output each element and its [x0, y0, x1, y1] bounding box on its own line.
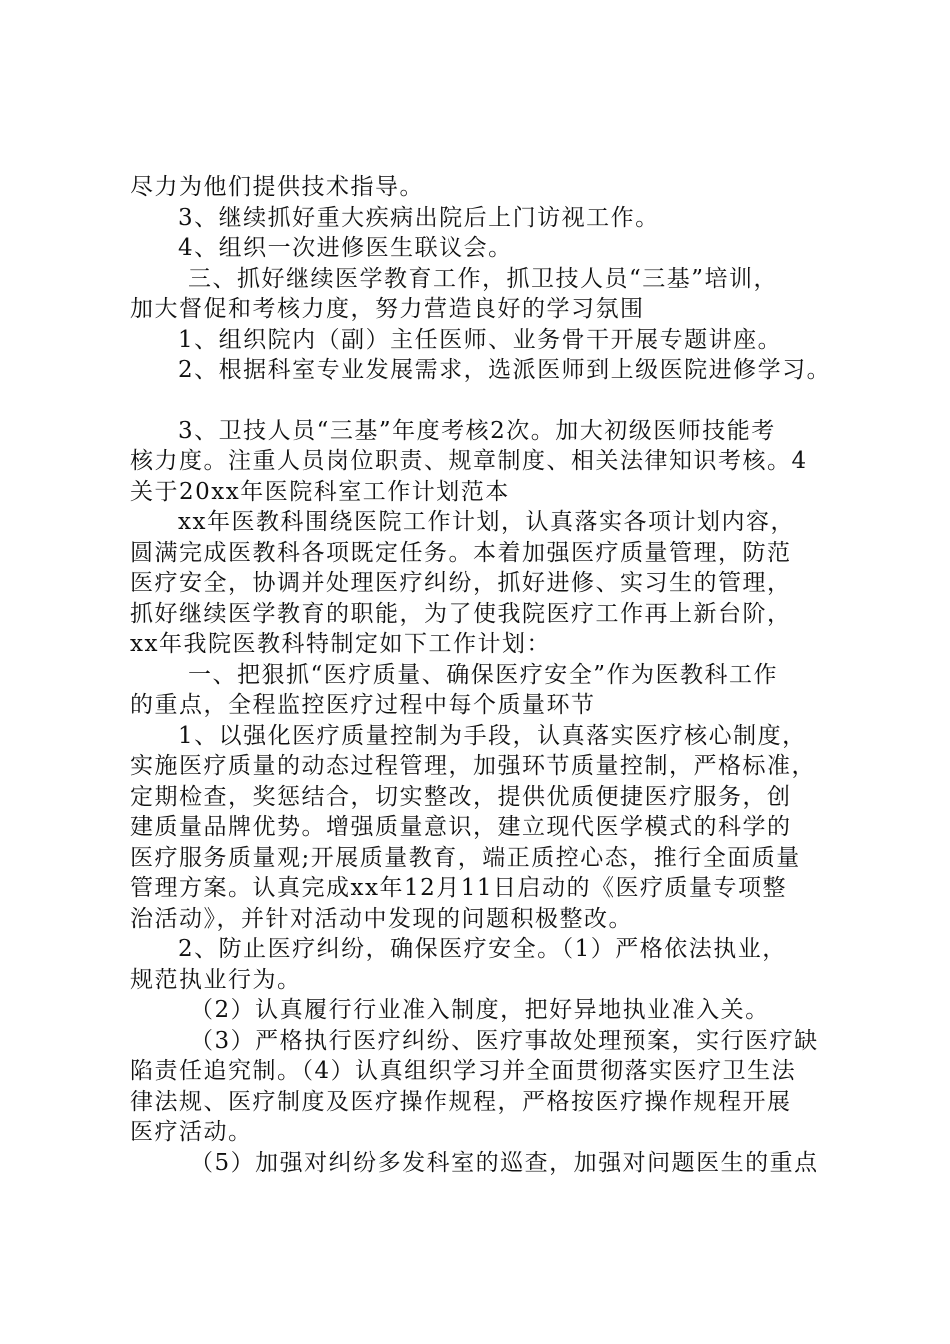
text-line: （3）严格执行医疗纠纷、医疗事故处理预案，实行医疗缺: [190, 1027, 819, 1054]
text-line: 医疗活动。: [130, 1119, 253, 1145]
section-heading-3: 三、抓好继续医学教育工作，抓卫技人员“三基”培训，: [188, 265, 779, 292]
text-line: xx年医教科围绕医院工作计划，认真落实各项计划内容，: [178, 509, 795, 535]
text-line: 建质量品牌优势。增强质量意识，建立现代医学模式的科学的: [130, 814, 792, 840]
text-line: 定期检查，奖惩结合，切实整改，提供优质便捷医疗服务，创: [130, 783, 792, 810]
text-line: 1、组织院内（副）主任医师、业务骨干开展专题讲座。: [178, 326, 783, 353]
text-line: 医疗服务质量观;开展质量教育，端正质控心态，推行全面质量: [130, 844, 801, 871]
text-line: 医疗安全，协调并处理医疗纠纷，抓好进修、实习生的管理，: [130, 570, 792, 596]
text-line: 实施医疗质量的动态过程管理，加强环节质量控制，严格标准，: [130, 753, 816, 779]
section-heading-1: 一、把狠抓“医疗质量、确保医疗安全”作为医教科工作: [188, 661, 779, 688]
text-line: （5）加强对纠纷多发科室的巡查，加强对问题医生的重点: [190, 1149, 819, 1176]
text-line: 抓好继续医学教育的职能，为了使我院医疗工作再上新台阶，: [130, 600, 792, 627]
text-line: 陷责任追究制。（4）认真组织学习并全面贯彻落实医疗卫生法: [130, 1058, 797, 1084]
text-line: 2、根据科室专业发展需求，选派医师到上级医院进修学习。: [178, 357, 832, 383]
text-line: 尽力为他们提供技术指导。: [130, 174, 424, 200]
text-line: 圆满完成医教科各项既定任务。本着加强医疗质量管理，防范: [130, 539, 792, 566]
text-line: 3、卫技人员“三基”年度考核2次。加大初级医师技能考: [178, 417, 776, 444]
document-body: [130, 172, 850, 1178]
text-line: 加大督促和考核力度，努力营造良好的学习氛围: [130, 296, 645, 322]
text-line: 律法规、医疗制度及医疗操作规程，严格按医疗操作规程开展: [130, 1088, 792, 1115]
text-line: 管理方案。认真完成xx年12月11日启动的《医疗质量专项整: [130, 875, 787, 901]
text-line: 核力度。注重人员岗位职责、规章制度、相关法律知识考核。4: [130, 448, 808, 474]
text-line: （2）认真履行行业准入制度，把好异地执业准入关。: [190, 997, 770, 1023]
text-line: 治活动》，并针对活动中发现的问题积极整改。: [130, 905, 633, 932]
document-title: 关于20xx年医院科室工作计划范本: [130, 478, 510, 505]
text-line: xx年我院医教科特制定如下工作计划：: [130, 631, 551, 657]
text-line: 的重点，全程监控医疗过程中每个质量环节: [130, 692, 596, 718]
text-line: 1、以强化医疗质量控制为手段，认真落实医疗核心制度，: [178, 722, 807, 749]
paragraph-gap: [130, 386, 850, 416]
text-line: 2、防止医疗纠纷，确保医疗安全。（1）严格依法执业，: [178, 936, 787, 962]
text-line: 3、继续抓好重大疾病出院后上门访视工作。: [178, 204, 660, 231]
text-line: 4、组织一次进修医生联议会。: [178, 235, 513, 261]
text-line: 规范执业行为。: [130, 966, 302, 993]
